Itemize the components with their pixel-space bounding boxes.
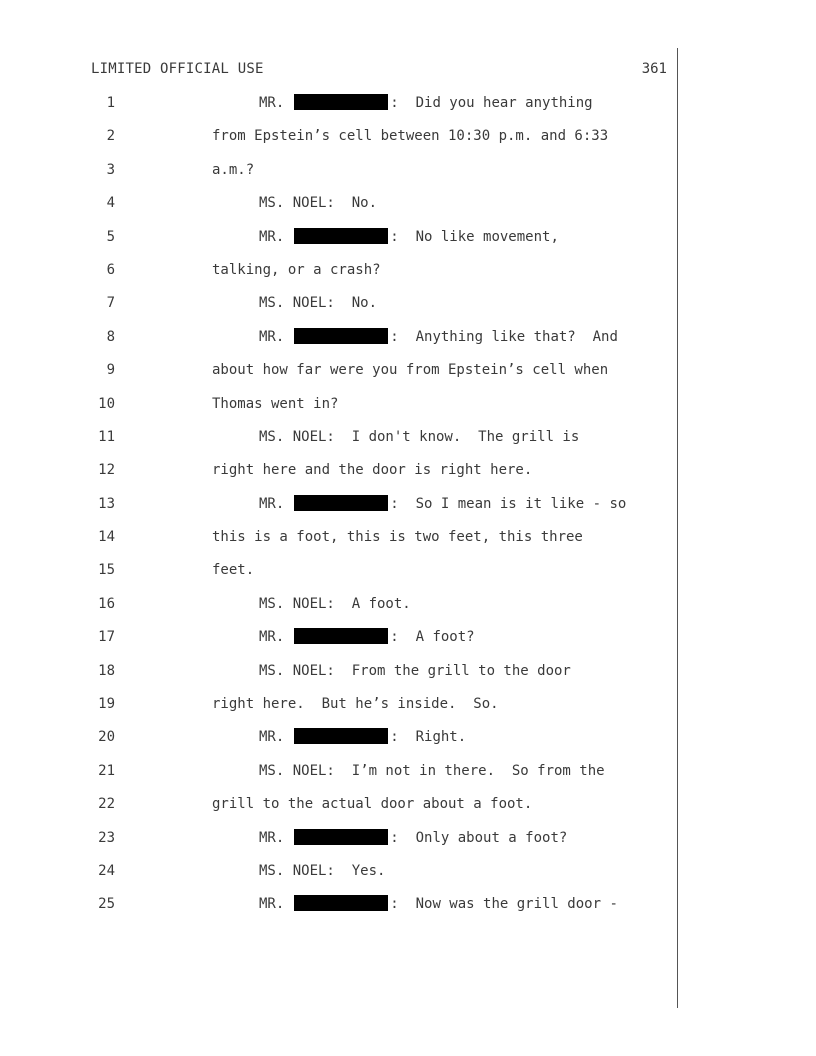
line-text-main: MS. NOEL: From the grill to the door — [259, 662, 571, 679]
line-text-main: MR. — [259, 896, 285, 913]
line-number: 2 — [106, 128, 115, 145]
line-text-main: right here and the door is right here. — [212, 462, 533, 479]
transcript-line — [0, 893, 816, 926]
transcript-line — [0, 459, 816, 492]
transcript-line — [0, 793, 816, 826]
transcript-line — [0, 559, 816, 592]
redaction-block — [294, 628, 388, 644]
redaction-block — [294, 728, 388, 744]
line-number: 17 — [98, 629, 115, 646]
line-number: 12 — [98, 462, 115, 479]
line-text-main: MR. — [259, 228, 285, 245]
line-text — [259, 827, 567, 849]
line-number: 20 — [98, 729, 115, 746]
line-number: 3 — [106, 161, 115, 178]
line-number: 15 — [98, 562, 115, 579]
line-number: 23 — [98, 829, 115, 846]
transcript-line — [0, 359, 816, 392]
line-text — [259, 660, 571, 682]
transcript-line — [0, 493, 816, 526]
line-number: 1 — [106, 95, 115, 111]
transcript-line — [0, 760, 816, 793]
line-number: 24 — [98, 862, 115, 879]
transcript-line — [0, 226, 816, 259]
line-text-main: MS. NOEL: No. — [259, 195, 378, 212]
transcript-line — [0, 393, 816, 426]
line-text — [259, 292, 377, 314]
line-text-main: MR. — [259, 495, 285, 512]
line-number: 18 — [98, 662, 115, 679]
line-text — [259, 226, 559, 248]
transcript-line — [0, 259, 816, 292]
line-text — [212, 459, 532, 481]
line-number: 8 — [106, 328, 115, 345]
line-text-continuation: : Now was the grill door - — [390, 896, 618, 913]
line-text — [212, 359, 608, 381]
line-text — [212, 559, 254, 581]
line-text — [212, 125, 608, 147]
transcript-line — [0, 693, 816, 726]
redaction-block — [294, 495, 388, 511]
redaction-block — [294, 94, 388, 110]
transcript-line — [0, 92, 816, 125]
line-text — [259, 192, 377, 214]
line-text — [259, 860, 385, 882]
redaction-block — [294, 895, 388, 911]
transcript-line — [0, 192, 816, 225]
line-number: 21 — [98, 762, 115, 779]
line-text-main: MS. NOEL: I’m not in there. So from the — [259, 762, 605, 779]
line-text-main: MS. NOEL: A foot. — [259, 595, 411, 612]
line-text-main: MS. NOEL: Yes. — [259, 862, 386, 879]
line-text-main: talking, or a crash? — [212, 261, 381, 278]
line-number: 5 — [106, 228, 115, 245]
line-text-main: MR. — [259, 629, 285, 646]
line-number: 4 — [106, 195, 115, 212]
line-text — [259, 593, 411, 615]
line-text-continuation: : Only about a foot? — [390, 829, 568, 846]
transcript-line — [0, 626, 816, 659]
line-text — [259, 493, 626, 515]
line-text — [212, 793, 532, 815]
line-number: 13 — [98, 495, 115, 512]
line-text-continuation: : Anything like that? And — [390, 328, 618, 345]
line-text — [212, 393, 338, 415]
transcript-line — [0, 125, 816, 158]
redaction-block — [294, 829, 388, 845]
transcript-line — [0, 159, 816, 192]
line-number: 10 — [98, 395, 115, 412]
line-number: 19 — [98, 696, 115, 713]
line-text-main: MR. — [259, 95, 285, 111]
line-number: 11 — [98, 428, 115, 445]
line-text — [259, 92, 593, 114]
transcript-line — [0, 827, 816, 860]
line-text-continuation: : A foot? — [390, 629, 475, 646]
classification-header: LIMITED OFFICIAL USE — [91, 61, 264, 77]
line-text-main: MR. — [259, 729, 285, 746]
line-text — [259, 726, 466, 748]
line-text-continuation: : Did you hear anything — [390, 95, 593, 111]
line-text-main: from Epstein’s cell between 10:30 p.m. and 6:33 — [212, 128, 609, 145]
transcript-line — [0, 526, 816, 559]
line-text-main: feet. — [212, 562, 255, 579]
line-text — [212, 526, 583, 548]
line-text-main: MS. NOEL: I don't know. The grill is — [259, 428, 580, 445]
transcript-line — [0, 726, 816, 759]
line-text — [259, 893, 618, 915]
line-text-main: this is a foot, this is two feet, this three — [212, 529, 583, 546]
line-text-main: a.m.? — [212, 161, 255, 178]
line-number: 22 — [98, 796, 115, 813]
transcript-line — [0, 660, 816, 693]
line-text-continuation: : No like movement, — [390, 228, 559, 245]
line-text — [259, 760, 605, 782]
line-text-continuation: : So I mean is it like - so — [390, 495, 627, 512]
transcript-line — [0, 426, 816, 459]
page-number: 361 — [641, 61, 667, 77]
line-number: 9 — [106, 362, 115, 379]
transcript-line — [0, 326, 816, 359]
redaction-block — [294, 228, 388, 244]
line-number: 7 — [106, 295, 115, 312]
line-text — [259, 426, 579, 448]
line-text-continuation: : Right. — [390, 729, 467, 746]
line-number: 14 — [98, 529, 115, 546]
line-text-main: MR. — [259, 829, 285, 846]
line-text-main: right here. But he’s inside. So. — [212, 696, 499, 713]
line-text-main: grill to the actual door about a foot. — [212, 796, 533, 813]
line-text — [259, 626, 475, 648]
line-number: 25 — [98, 896, 115, 913]
line-text-main: about how far were you from Epstein’s cell when — [212, 362, 609, 379]
transcript-lines — [0, 92, 816, 927]
line-text-main: Thomas went in? — [212, 395, 339, 412]
line-text — [212, 159, 254, 181]
line-text — [259, 326, 618, 348]
redaction-block — [294, 328, 388, 344]
line-number: 6 — [106, 261, 115, 278]
line-text-main: MR. — [259, 328, 285, 345]
line-text — [212, 693, 499, 715]
line-number: 16 — [98, 595, 115, 612]
transcript-line — [0, 292, 816, 325]
transcript-line — [0, 860, 816, 893]
transcript-line — [0, 593, 816, 626]
line-text — [212, 259, 381, 281]
line-text-main: MS. NOEL: No. — [259, 295, 378, 312]
